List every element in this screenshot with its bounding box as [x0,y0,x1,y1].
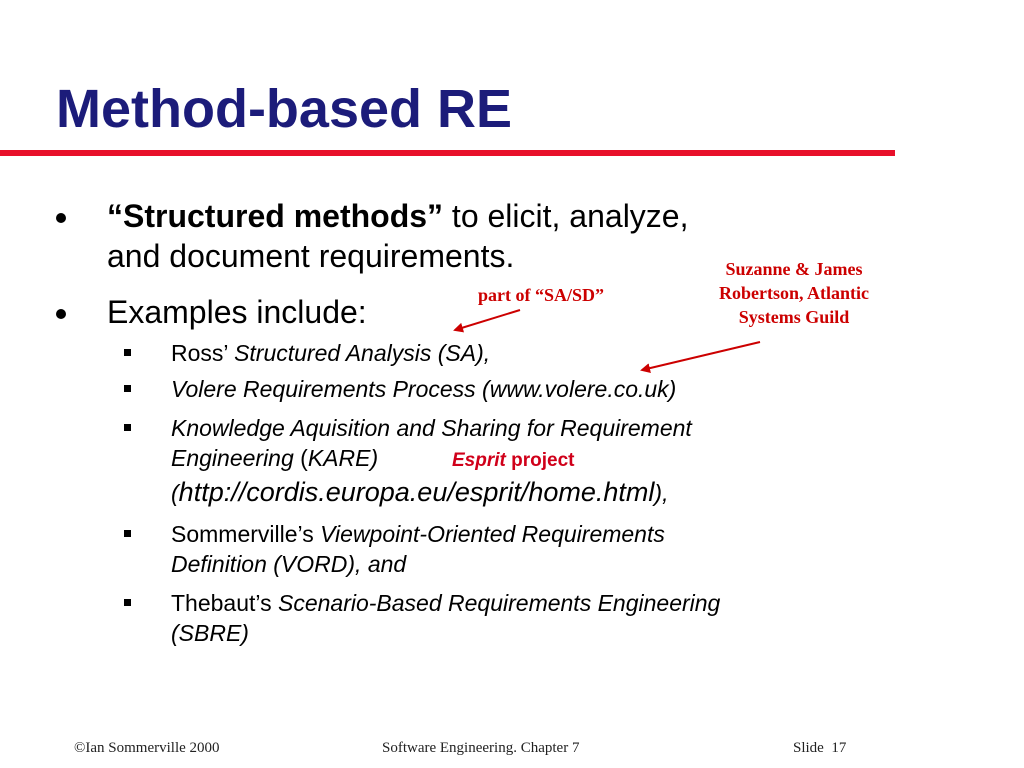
sub-item-italic: Engineering [171,445,294,471]
sub-item-kare: Knowledge Aquisition and Sharing for Requirement [171,415,692,441]
annotation-esprit-rest: project [505,450,575,471]
bullet-text: to elicit, analyze, [443,198,689,234]
slide-title: Method-based RE [56,79,513,139]
annotation-sasd: part of “SA/SD” [478,285,605,305]
sub-item-italic: Structured Analysis (SA), [234,340,491,366]
footer-slide-number: 17 [831,740,847,756]
sub-item-text: ( [293,445,308,471]
annotation-line: Systems Guild [738,307,850,327]
arrow-robertson [642,342,760,370]
bullet-examples: Examples include: [107,294,367,330]
bullet-dot [56,309,66,319]
sub-item-text: Thebaut’s [171,590,278,616]
sub-item-ross [171,338,490,368]
footer-slide [793,740,846,757]
title-divider [0,150,895,156]
footer-copyright: ©Ian Sommerville 2000 [74,740,220,756]
sub-bullet-square [124,385,131,392]
sub-item-text: ), [654,480,669,506]
footer-slide-label: Slide [793,740,824,756]
sub-item-text: ( [171,480,179,506]
sub-bullet-square [124,349,131,356]
sub-item-italic: Scenario-Based Requirements Engineering [277,590,721,616]
sub-item-volere: Volere Requirements Process (www.volere.co.uk) [171,376,677,402]
sub-item-kare-line3 [171,477,668,508]
sub-item-text: Ross’ [171,340,235,366]
sub-bullet-square [124,424,131,431]
sub-item-italic: KARE) [307,445,379,471]
annotation-esprit-italic: Esprit [452,450,506,471]
esprit-url-link[interactable]: http://cordis.europa.eu/esprit/home.html [178,477,655,507]
bullet-structured-methods [107,196,688,236]
annotation-robertson [694,257,894,329]
sub-item-italic: Viewpoint-Oriented Requirements [320,521,665,547]
bullet-structured-methods-line2: and document requirements. [107,238,515,274]
sub-item-sommerville [171,519,665,549]
annotation-esprit [452,450,574,472]
sub-item-sommerville-line2: Definition (VORD), and [171,551,407,577]
sub-item-text: Sommerville’s [171,521,321,547]
bullet-dot [56,213,66,223]
sub-item-thebaut [171,588,720,618]
annotation-line: Robertson, Atlantic [719,283,869,303]
sub-bullet-square [124,599,131,606]
footer-book: Software Engineering. Chapter 7 [382,740,580,756]
sub-item-thebaut-line2: (SBRE) [171,620,249,646]
sub-bullet-square [124,530,131,537]
sub-item-kare-line2 [171,443,378,473]
annotation-line: Suzanne & James [725,259,863,279]
bullet-bold-term: “Structured methods” [107,198,444,234]
arrow-sasd [455,310,520,330]
